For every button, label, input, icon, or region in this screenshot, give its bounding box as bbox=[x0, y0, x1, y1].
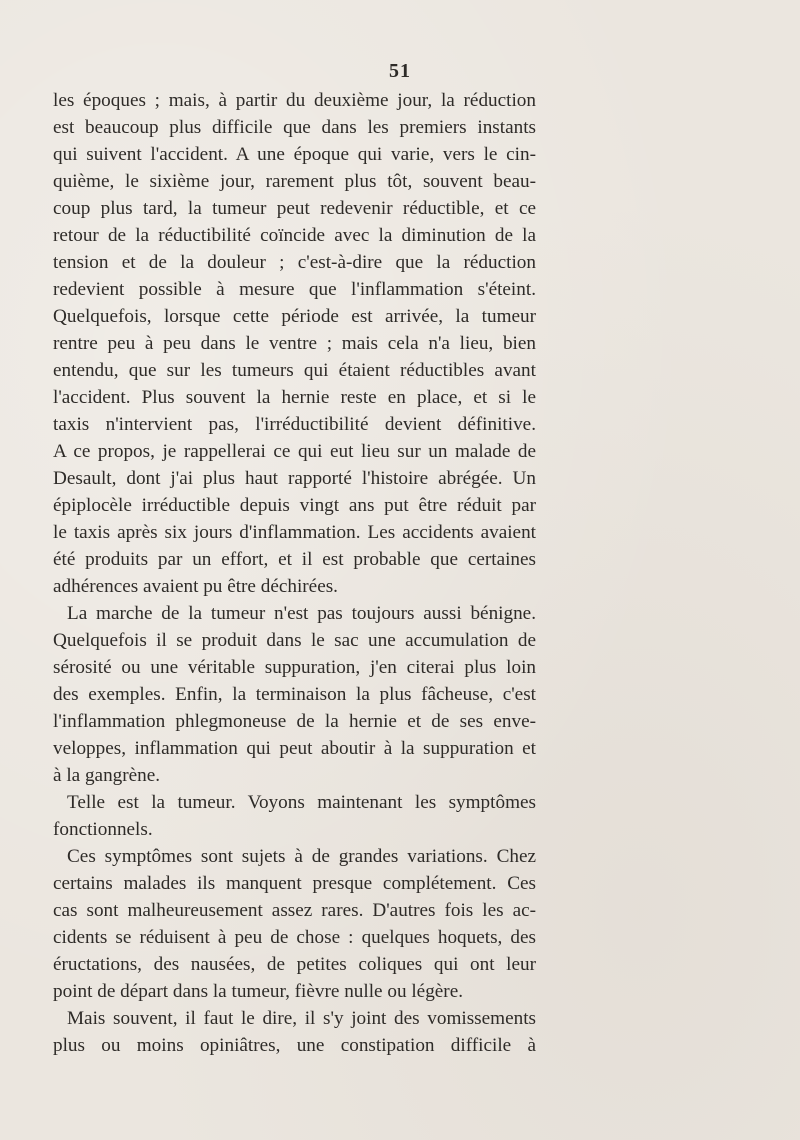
text-line: tension et de la douleur ; c'est-à-dire que la réduction bbox=[53, 252, 536, 273]
text-line: taxis n'intervient pas, l'irréductibilité devient définitive. bbox=[53, 414, 536, 435]
text-line: est beaucoup plus difficile que dans les premiers instants bbox=[53, 117, 536, 138]
body-text bbox=[53, 87, 536, 1059]
text-line: l'inflammation phlegmoneuse de la hernie et de ses enve- bbox=[53, 711, 536, 732]
text-line: plus ou moins opiniâtres, une constipation difficile à bbox=[53, 1035, 536, 1056]
text-line: été produits par un effort, et il est probable que certaines bbox=[53, 549, 536, 570]
text-line: entendu, que sur les tumeurs qui étaient réductibles avant bbox=[53, 360, 536, 381]
text-line: cas sont malheureusement assez rares. D'autres fois les ac- bbox=[53, 900, 536, 921]
text-line: l'accident. Plus souvent la hernie reste en place, et si le bbox=[53, 387, 536, 408]
text-line: Telle est la tumeur. Voyons maintenant les symptômes bbox=[67, 792, 536, 813]
text-line: Ces symptômes sont sujets à de grandes variations. Chez bbox=[67, 846, 536, 867]
text-line: quième, le sixième jour, rarement plus tôt, souvent beau- bbox=[53, 171, 536, 192]
text-line: Quelquefois il se produit dans le sac une accumulation de bbox=[53, 630, 536, 651]
text-line: adhérences avaient pu être déchirées. bbox=[53, 576, 338, 597]
page-number: 51 bbox=[389, 60, 411, 82]
text-line: rentre peu à peu dans le ventre ; mais cela n'a lieu, bien bbox=[53, 333, 536, 354]
text-line: Quelquefois, lorsque cette période est arrivée, la tumeur bbox=[53, 306, 536, 327]
text-line: veloppes, inflammation qui peut aboutir à la suppuration et bbox=[53, 738, 536, 759]
text-line: La marche de la tumeur n'est pas toujours aussi bénigne. bbox=[67, 603, 536, 624]
text-line: Mais souvent, il faut le dire, il s'y joint des vomissements bbox=[67, 1008, 536, 1029]
text-line: retour de la réductibilité coïncide avec la diminution de la bbox=[53, 225, 536, 246]
text-line: qui suivent l'accident. A une époque qui varie, vers le cin- bbox=[53, 144, 536, 165]
text-line: les époques ; mais, à partir du deuxième jour, la réduction bbox=[53, 90, 536, 111]
text-line: cidents se réduisent à peu de chose : quelques hoquets, des bbox=[53, 927, 536, 948]
text-line: le taxis après six jours d'inflammation. Les accidents avaient bbox=[53, 522, 536, 543]
text-line: épiplocèle irréductible depuis vingt ans put être réduit par bbox=[53, 495, 536, 516]
text-line: à la gangrène. bbox=[53, 765, 161, 786]
text-line: A ce propos, je rappellerai ce qui eut lieu sur un malade de bbox=[53, 441, 536, 462]
text-line: Desault, dont j'ai plus haut rapporté l'histoire abrégée. Un bbox=[53, 468, 536, 489]
text-line: fonctionnels. bbox=[53, 819, 153, 840]
text-line: point de départ dans la tumeur, fièvre nulle ou légère. bbox=[53, 981, 464, 1002]
text-line: éructations, des nausées, de petites coliques qui ont leur bbox=[53, 954, 536, 975]
text-line: des exemples. Enfin, la terminaison la plus fâcheuse, c'est bbox=[53, 684, 536, 705]
text-line: sérosité ou une véritable suppuration, j'en citerai plus loin bbox=[53, 657, 536, 678]
text-line: coup plus tard, la tumeur peut redevenir réductible, et ce bbox=[53, 198, 536, 219]
text-line: redevient possible à mesure que l'inflammation s'éteint. bbox=[53, 279, 536, 300]
text-line: certains malades ils manquent presque complétement. Ces bbox=[53, 873, 536, 894]
